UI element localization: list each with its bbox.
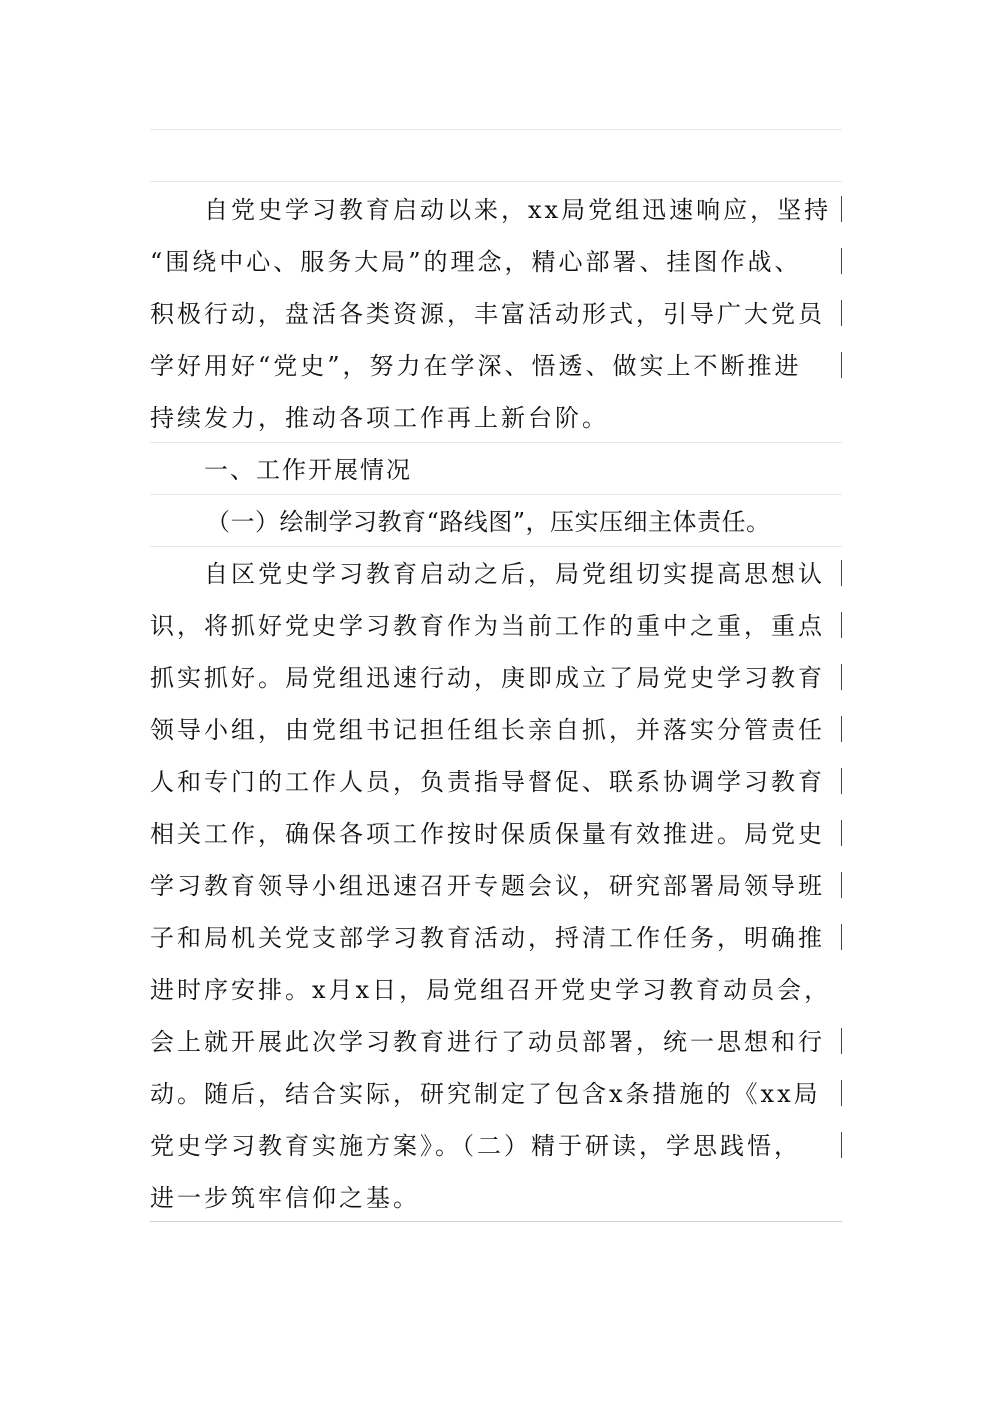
intro-line: “围绕中心、服务大局”的理念，精心部署、挂图作战、 [150, 248, 802, 276]
body-top-rule [150, 546, 842, 547]
margin-mark [841, 1028, 842, 1054]
margin-mark [841, 352, 842, 378]
intro-top-rule [150, 181, 842, 182]
margin-mark [841, 196, 842, 222]
intro-line: 持续发力，推动各项工作再上新台阶。 [150, 404, 609, 432]
body-line: 相关工作，确保各项工作按时保质保量有效推进。局党史 [150, 820, 825, 848]
body-line: 领导小组，由党组书记担任组长亲自抓，并落实分管责任 [150, 716, 825, 744]
body-line: 动。随后，结合实际，研究制定了包含x条措施的《xx局 [150, 1080, 821, 1108]
body-line: 学习教育领导小组迅速召开专题会议，研究部署局领导班 [150, 872, 825, 900]
margin-mark [841, 300, 842, 326]
body-line: 进一步筑牢信仰之基。 [150, 1184, 420, 1212]
body-line: 会上就开展此次学习教育进行了动员部署，统一思想和行 [150, 1028, 825, 1056]
subsection-heading: （一）绘制学习教育“路线图”，压实压细主体责任。 [206, 508, 771, 536]
intro-line: 学好用好“党史”，努力在学深、悟透、做实上不断推进 [150, 352, 802, 380]
body-line: 自区党史学习教育启动之后，局党组切实提高思想认 [204, 560, 825, 588]
margin-mark [841, 612, 842, 638]
header-rule [150, 129, 842, 130]
intro-line: 积极行动，盘活各类资源，丰富活动形式，引导广大党员 [150, 300, 825, 328]
margin-mark [841, 716, 842, 742]
margin-mark [841, 1080, 842, 1106]
margin-mark [841, 248, 842, 274]
margin-mark [841, 872, 842, 898]
body-line: 抓实抓好。局党组迅速行动，庚即成立了局党史学习教育 [150, 664, 825, 692]
margin-mark [841, 820, 842, 846]
body-line: 人和专门的工作人员，负责指导督促、联系协调学习教育 [150, 768, 825, 796]
margin-mark [841, 664, 842, 690]
section-rule [150, 442, 842, 443]
footer-rule [150, 1221, 842, 1222]
section-heading: 一、工作开展情况 [204, 456, 412, 484]
body-line: 进时序安排。x月x日，局党组召开党史学习教育动员会， [150, 976, 832, 1004]
margin-mark [841, 924, 842, 950]
margin-mark [841, 768, 842, 794]
margin-mark [841, 560, 842, 586]
body-line: 子和局机关党支部学习教育活动，捋清工作任务，明确推 [150, 924, 825, 952]
margin-mark [841, 1132, 842, 1158]
intro-line: 自党史学习教育启动以来，xx局党组迅速响应，坚持 [204, 196, 832, 224]
subsection-rule [150, 494, 842, 495]
body-line: 党史学习教育实施方案》。（二）精于研读，学思践悟， [150, 1132, 801, 1160]
body-line: 识，将抓好党史学习教育作为当前工作的重中之重，重点 [150, 612, 825, 640]
